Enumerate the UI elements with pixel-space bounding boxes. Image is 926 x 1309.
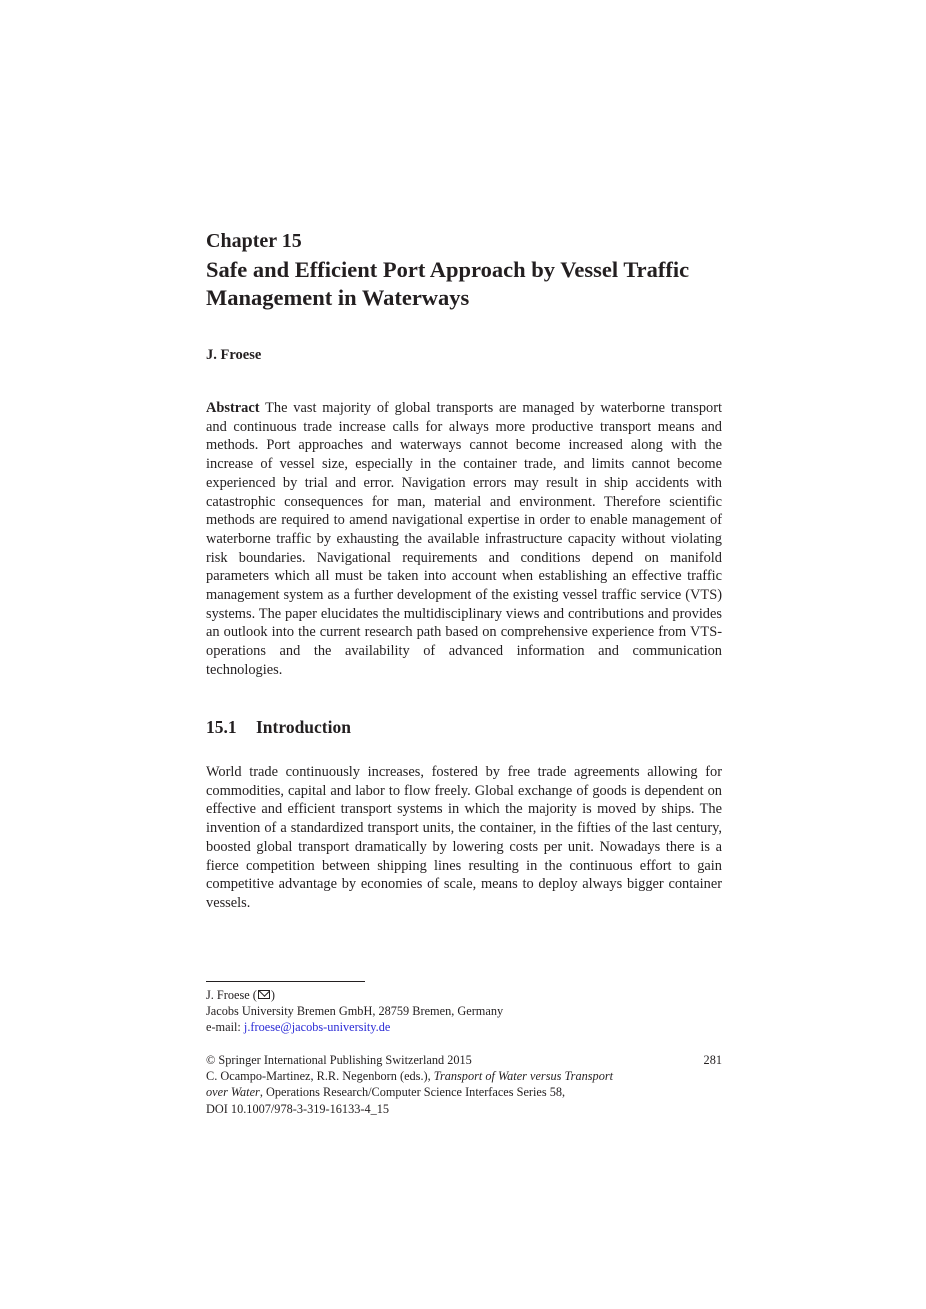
copyright-line: [206, 1052, 722, 1068]
editors: C. Ocampo-Martinez, R.R. Negenborn (eds.),: [206, 1069, 434, 1084]
section-number: 15.1: [206, 717, 237, 737]
copyright-text: © Springer International Publishing Switzerland 2015: [206, 1053, 472, 1067]
abstract: [206, 399, 722, 680]
page-number: 281: [703, 1053, 722, 1067]
footnote-email-line: [206, 1019, 722, 1035]
email-label: e-mail:: [206, 1020, 244, 1034]
envelope-icon: [258, 990, 270, 999]
email-link[interactable]: j.froese@jacobs-university.de: [243, 1020, 391, 1034]
section-heading: [206, 716, 351, 738]
series-line: [206, 1084, 722, 1100]
doi: DOI 10.1007/978-3-319-16133-4_15: [206, 1101, 390, 1116]
footnote-author: J. Froese (: [206, 988, 257, 1002]
footnote-author-close: ): [270, 988, 275, 1002]
series: , Operations Research/Computer Science Interfaces Series 58,: [259, 1085, 566, 1100]
section-title: Introduction: [256, 717, 351, 737]
footnote-rule: [206, 981, 365, 982]
editors-line: [206, 1068, 722, 1084]
footnote-affiliation: Jacobs University Bremen GmbH, 28759 Bremen, Germany: [206, 1004, 504, 1018]
author-name: J. Froese: [206, 347, 262, 363]
chapter-label: Chapter 15: [206, 230, 302, 252]
chapter-title: Safe and Efficient Port Approach by Vessel Traffic Management in Waterways: [206, 257, 690, 310]
book-title-part-1: Transport of Water versus Transport: [433, 1069, 614, 1084]
section-body: World trade continuously increases, fostered by free trade agreements allowing for commodities, capital and labor to flow freely. Global exchange of goods is dependent on effective and efficient transport systems in which the majority is moved by ships. The invention of a standardized transport units, the container, in the fifties of the last century, boosted global transport dramatically by lowering costs per unit. Nowadays there is a fierce competition between shipping lines resulting in the continuous effort to gain competitive advantage by economies of scale, means to deploy always bigger container vessels.: [206, 764, 722, 911]
footnote-author-line: [206, 987, 722, 1003]
book-title-part-2: over Water: [206, 1085, 260, 1100]
abstract-text: The vast majority of global transports are managed by waterborne transport and continuous trade increase calls for always more productive transport means and methods. Port approaches and waterways cannot become increased along with the increase of vessel size, especially in the container trade, and limits cannot become experienced by trial and error. Navigation errors may result in ship accidents with catastrophic consequences for man, material and environment. Therefore scientific methods are required to amend navigational expertise in order to enable management of waterborne traffic by exhausting the available infrastructure capacity without violating risk boundaries. Navigational requirements and conditions depend on manifold parameters which all must be taken into account when establishing an effective traffic management system as a further development of the existing vessel traffic service (VTS) systems. The paper elucidates the multidisciplinary views and contributions and provides an outlook into the current research path based on comprehensive experience from VTS-operations and the availability of advanced information and communication technologies.: [206, 400, 723, 678]
footnote: [206, 987, 722, 1035]
publication-info: [206, 1052, 722, 1117]
abstract-label: Abstract: [206, 400, 260, 416]
